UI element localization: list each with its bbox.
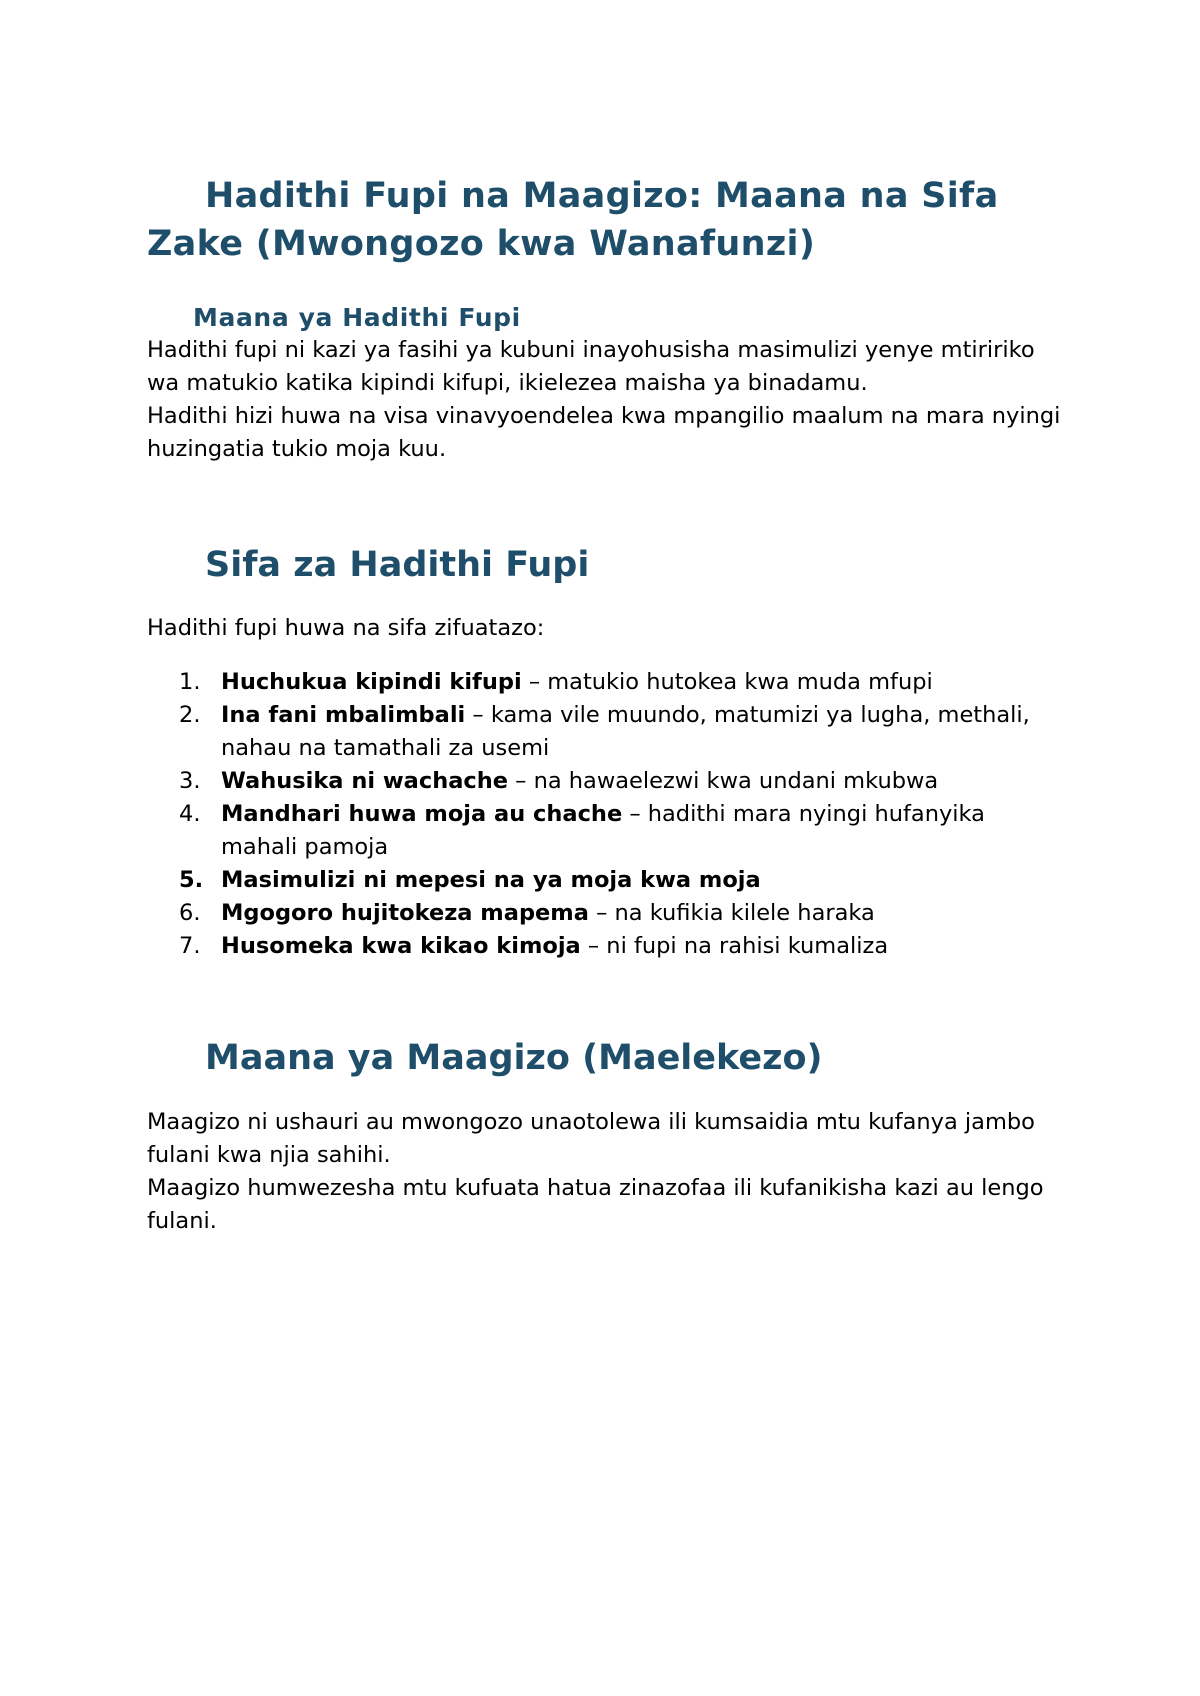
- list-item-term: Huchukua kipindi kifupi: [221, 669, 522, 695]
- heading-maana-hadithi-fupi: Maana ya Hadithi Fupi: [193, 303, 521, 332]
- sifa-list: [147, 666, 1067, 963]
- list-number: 2.: [179, 702, 201, 728]
- list-item-description: – kama vile muundo, matumizi ya lugha, methali, nahau na tamathali za usemi: [221, 702, 1030, 761]
- paragraph-maagizo-1: Maagizo ni ushauri au mwongozo unaotolewa ili kumsaidia mtu kufanya jambo fulani kwa njia sahihi.: [147, 1109, 1035, 1168]
- list-item-term: Masimulizi ni mepesi na ya moja kwa moja: [221, 867, 761, 893]
- list-item-description: – hadithi mara nyingi hufanyika mahali pamoja: [221, 801, 985, 860]
- document-body: [147, 172, 1067, 1238]
- list-item: [147, 765, 1067, 798]
- list-item-description: – matukio hutokea kwa muda mfupi: [521, 669, 933, 695]
- list-item: [147, 897, 1067, 930]
- list-item-description: – ni fupi na rahisi kumaliza: [580, 933, 889, 959]
- list-item-description: – na hawaelezwi kwa undani mkubwa: [508, 768, 939, 794]
- list-item-term: Husomeka kwa kikao kimoja: [221, 933, 581, 959]
- document-title: Hadithi Fupi na Maagizo: Maana na Sifa Zake (Mwongozo kwa Wanafunzi): [147, 176, 999, 264]
- list-item: [147, 930, 1067, 963]
- list-number: 7.: [179, 933, 201, 959]
- list-item: [147, 864, 1067, 897]
- list-item: [147, 699, 1067, 765]
- list-item-description: – na kufikia kilele haraka: [588, 900, 875, 926]
- heading-maana-ya-maagizo: Maana ya Maagizo (Maelekezo): [205, 1038, 823, 1078]
- list-number: 4.: [179, 801, 201, 827]
- list-item-term: Mgogoro hujitokeza mapema: [221, 900, 589, 926]
- list-number: 1.: [179, 669, 201, 695]
- list-item-term: Ina fani mbalimbali: [221, 702, 466, 728]
- list-number: 6.: [179, 900, 201, 926]
- list-number: 5.: [179, 867, 204, 893]
- list-item-term: Mandhari huwa moja au chache: [221, 801, 623, 827]
- heading-sifa-za-hadithi-fupi: Sifa za Hadithi Fupi: [205, 545, 590, 585]
- paragraph-maana-2: Hadithi hizi huwa na visa vinavyoendelea kwa mpangilio maalum na mara nyingi huzingatia tukio moja kuu.: [147, 403, 1061, 462]
- list-item: [147, 666, 1067, 699]
- sifa-intro: Hadithi fupi huwa na sifa zifuatazo:: [147, 615, 545, 641]
- list-item-term: Wahusika ni wachache: [221, 768, 509, 794]
- list-item: [147, 798, 1067, 864]
- list-number: 3.: [179, 768, 201, 794]
- paragraph-maagizo-2: Maagizo humwezesha mtu kufuata hatua zinazofaa ili kufanikisha kazi au lengo fulani.: [147, 1175, 1044, 1234]
- paragraph-maana-1: Hadithi fupi ni kazi ya fasihi ya kubuni inayohusisha masimulizi yenye mtiririko wa matukio katika kipindi kifupi, ikielezea maisha ya binadamu.: [147, 337, 1035, 396]
